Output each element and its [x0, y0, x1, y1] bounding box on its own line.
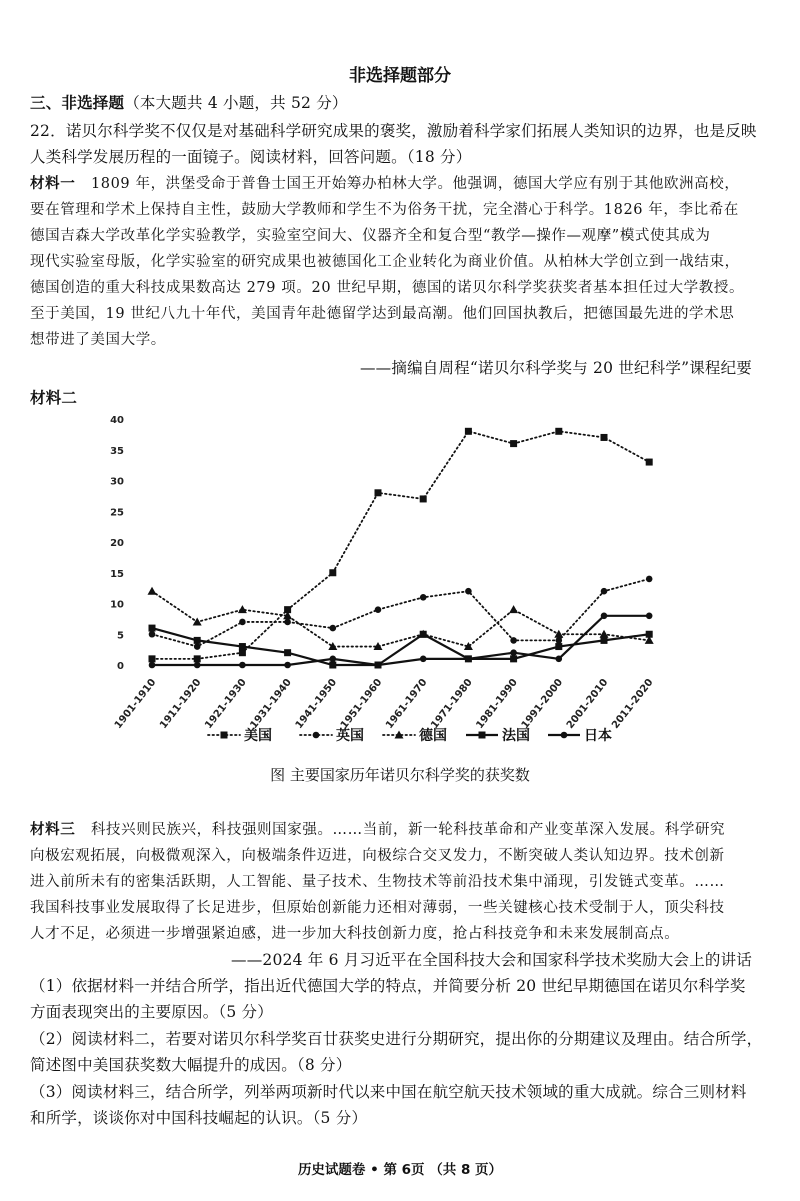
subquestion-1-line-2: 方面表现突出的主要原因。（5 分）	[30, 1003, 273, 1021]
part-note: （本大题共 4 小题，共 52 分）	[124, 94, 348, 112]
x-tick-label: 1951-1960	[338, 677, 385, 731]
material1-line-1	[30, 172, 739, 193]
y-tick-label: 35	[110, 445, 124, 457]
series-usa-point	[329, 569, 336, 576]
series-japan-point	[330, 656, 337, 663]
series-japan-point	[420, 656, 427, 663]
material3-label: 材料三	[30, 822, 76, 838]
series-uk-point	[465, 588, 472, 595]
legend-japan-point	[561, 732, 568, 739]
legend-france-label: 法国	[502, 728, 530, 744]
x-tick-label: 1981-1990	[474, 677, 520, 731]
legend-usa-point	[221, 732, 228, 739]
series-france-point	[149, 625, 156, 632]
series-usa-line	[152, 431, 649, 659]
series-germany-point	[554, 630, 563, 638]
series-japan-point	[375, 662, 382, 669]
series-uk-point	[194, 643, 201, 650]
series-japan-point	[646, 613, 653, 620]
series-japan-point	[510, 649, 517, 656]
x-tick-label: 1911-1920	[158, 677, 204, 731]
series-uk-line	[152, 579, 649, 647]
x-tick-label: 1961-1970	[384, 677, 430, 731]
material3-line-5: 人才不足，必须进一步增强紧迫感，进一步加大科技创新力度，抢占科技竞争和未来发展制高点。	[30, 926, 680, 942]
series-japan-point	[149, 662, 156, 669]
x-tick-label: 1941-1950	[293, 677, 340, 731]
series-usa-point	[646, 459, 653, 466]
material3-line-4: 我国科技事业发展取得了长足进步，但原始创新能力还相对薄弱，一些关键核心技术受制于人，顶尖科技	[30, 900, 725, 916]
x-tick-label: 1991-2000	[519, 677, 566, 731]
material1-line-4: 现代实验室母版，化学实验室的研究成果也被德国化工企业转化为商业价值。从柏林大学创立到一战结束，	[30, 254, 740, 270]
legend-germany-label: 德国	[419, 728, 447, 744]
x-tick-label: 1901-1910	[112, 677, 159, 731]
series-usa-point	[239, 649, 246, 656]
material1-line-7: 想带进了美国大学。	[30, 332, 166, 348]
y-tick-label: 30	[110, 476, 124, 488]
legend-france-point	[479, 732, 486, 739]
material3-text: 科技兴则民族兴，科技强则国家强。……当前，新一轮科技革命和产业变革深入发展。科学研究	[90, 822, 726, 838]
material3-line-3: 进入前所未有的密集活跃期，人工智能、量子技术、生物技术等前沿技术集中涌现，引发链式变革。……	[30, 874, 725, 890]
series-germany-point	[148, 587, 157, 595]
x-tick-label: 2011-2020	[610, 677, 656, 731]
series-france-point	[601, 637, 608, 644]
material1-source: ——摘编自周程“诺贝尔科学奖与 20 世纪科学”课程纪要	[359, 359, 752, 377]
chart-caption: 图 主要国家历年诺贝尔科学奖的获奖数	[270, 766, 530, 784]
series-usa-point	[375, 489, 382, 496]
series-france-point	[284, 649, 291, 656]
y-tick-label: 5	[117, 630, 124, 642]
material1-line-6: 至于美国，19 世纪八九十年代，美国青年赴德留学达到最高潮。他们回国执教后，把德国最先进的学术思	[30, 306, 735, 322]
y-tick-label: 10	[110, 599, 124, 611]
series-uk-point	[284, 619, 291, 626]
series-france-point	[646, 631, 653, 638]
material1-text: 1809 年，洪堡受命于普鲁士国王开始筹办柏林大学。他强调，德国大学应有别于其他欧洲高校，	[90, 176, 740, 192]
series-usa-point	[510, 440, 517, 447]
legend-usa-label: 美国	[244, 728, 272, 744]
series-uk-point	[375, 606, 382, 613]
legend-uk-point	[313, 732, 320, 739]
part-heading	[30, 91, 348, 113]
y-tick-label: 0	[117, 661, 124, 672]
page-footer: 历史试题卷 • 第 6页 （共 8 页）	[297, 1162, 503, 1178]
material1-line-2: 要在管理和学术上保持自主性，鼓励大学教师和学生不为俗务干扰，完全潜心于科学。1826 年，李比希在	[30, 202, 739, 218]
material2-label: 材料二	[30, 389, 78, 407]
subquestion-3-line-1: （3）阅读材料三，结合所学，列举两项新时代以来中国在航空航天技术领域的重大成就。综合三则材料	[30, 1083, 747, 1101]
question-line-2: 人类科学发展历程的一面镜子。阅读材料，回答问题。（18 分）	[30, 148, 472, 166]
series-japan-point	[194, 662, 201, 669]
series-france-line	[152, 628, 649, 665]
series-japan-point	[239, 662, 246, 669]
series-uk-point	[601, 588, 608, 595]
x-tick-label: 2001-2010	[564, 677, 611, 731]
series-uk-point	[556, 637, 563, 644]
series-usa-point	[149, 655, 156, 662]
subquestion-2-line-2: 简述图中美国获奖数大幅提升的成因。（8 分）	[30, 1056, 352, 1074]
series-france-point	[194, 637, 201, 644]
series-uk-point	[149, 631, 156, 638]
question-line-1: 22．诺贝尔科学奖不仅仅是对基础科学研究成果的褒奖，激励着科学家们拓展人类知识的边界，也是反映	[30, 122, 757, 140]
material1-label: 材料一	[30, 176, 76, 192]
series-germany-line	[152, 591, 649, 646]
material3-source: ——2024 年 6 月习近平在全国科技大会和国家科学技术奖励大会上的讲话	[231, 951, 752, 969]
material1-line-3: 德国吉森大学改革化学实验教学，实验室空间大、仪器齐全和复合型“教学—操作—观摩”模式使其成为	[30, 228, 711, 244]
y-tick-label: 20	[110, 538, 124, 549]
series-france-point	[420, 631, 427, 638]
material3-line-1	[30, 818, 725, 839]
part-label: 三、非选择题	[30, 94, 125, 112]
series-japan-point	[556, 656, 563, 663]
nobel-line-chart	[0, 400, 800, 760]
section-title: 非选择题部分	[349, 66, 451, 86]
series-usa-point	[420, 495, 427, 502]
series-japan-point	[601, 613, 608, 620]
material3-line-2: 向极宏观拓展，向极微观深入，向极端条件迈进，向极综合交叉发力，不断突破人类认知边界。技术创新	[30, 848, 725, 864]
series-germany-point	[328, 642, 337, 650]
y-tick-label: 25	[110, 507, 124, 519]
series-uk-point	[420, 594, 427, 601]
series-uk-point	[239, 619, 246, 626]
series-usa-point	[194, 655, 201, 662]
series-france-point	[510, 655, 517, 662]
subquestion-2-line-1: （2）阅读材料二，若要对诺贝尔科学奖百廿获奖史进行分期研究，提出你的分期建议及理由。结合所学，	[30, 1030, 763, 1048]
series-france-point	[239, 643, 246, 650]
series-uk-point	[330, 625, 337, 632]
x-tick-label: 1971-1980	[429, 677, 475, 731]
series-usa-point	[601, 434, 608, 441]
series-germany-point	[238, 605, 247, 613]
subquestion-1-line-1: （1）依据材料一并结合所学，指出近代德国大学的特点，并简要分析 20 世纪早期德国在诺贝尔科学奖	[30, 977, 746, 995]
series-japan-point	[284, 662, 291, 669]
series-uk-point	[510, 637, 517, 644]
series-usa-point	[465, 428, 472, 435]
series-japan-point	[465, 656, 472, 663]
series-uk-point	[646, 576, 653, 583]
subquestion-3-line-2: 和所学，谈谈你对中国科技崛起的认识。（5 分）	[30, 1109, 368, 1127]
legend-japan-label: 日本	[584, 728, 612, 744]
y-tick-label: 40	[110, 415, 124, 426]
material1-line-5: 德国创造的重大科技成果数高达 279 项。20 世纪早期，德国的诺贝尔科学奖获奖者基本担任过大学教授。	[30, 280, 745, 296]
y-tick-label: 15	[110, 568, 124, 580]
series-usa-point	[555, 428, 562, 435]
x-tick-label: 1921-1930	[203, 677, 249, 731]
series-france-point	[329, 662, 336, 669]
series-germany-point	[509, 605, 518, 613]
legend-uk-label: 英国	[336, 728, 364, 744]
x-tick-label: 1931-1940	[248, 677, 294, 731]
series-france-point	[555, 643, 562, 650]
